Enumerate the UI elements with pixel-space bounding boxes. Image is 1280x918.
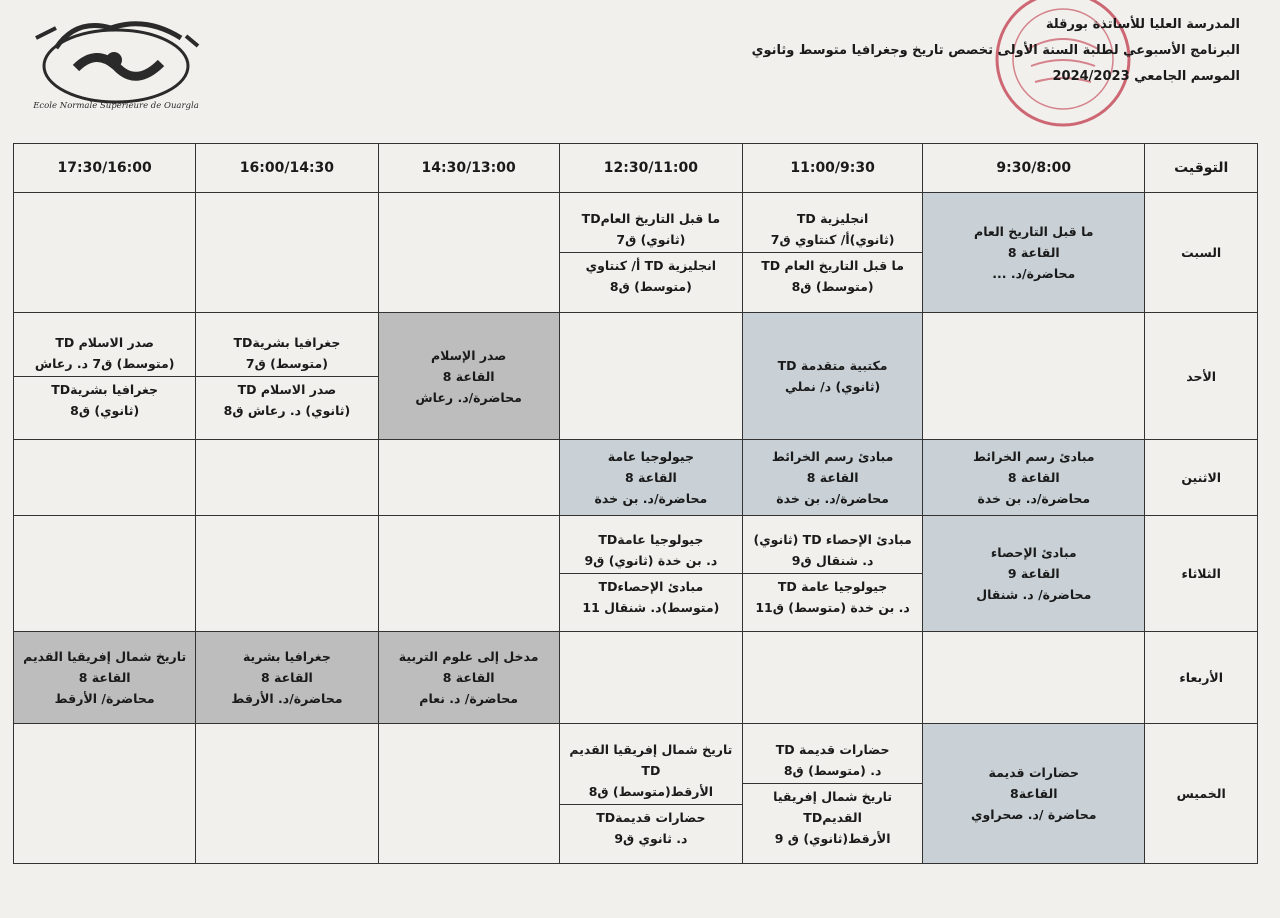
slot-header: 17:30/16:00 <box>14 144 196 193</box>
slot-header: 9:30/8:00 <box>923 144 1145 193</box>
class-cell: حضارات قديمة القاعة8 محاضرة /د. صحراوي <box>923 724 1145 864</box>
day-label: الثلاثاء <box>1145 516 1258 632</box>
class-cell: مبادئ رسم الخرائط القاعة 8 محاضرة/د. بن خدة <box>923 440 1145 516</box>
slot-header: 14:30/13:00 <box>378 144 559 193</box>
day-label: السبت <box>1145 193 1258 313</box>
day-row-monday <box>14 440 1258 516</box>
empty-cell <box>559 632 742 724</box>
class-cell-split: جغرافيا بشريةTD (متوسط) ق7 صدر الاسلام TD (ثانوي) د. رعاش ق8 <box>196 313 378 440</box>
document-header <box>752 12 1240 90</box>
day-label: الخميس <box>1145 724 1258 864</box>
empty-cell <box>378 516 559 632</box>
class-cell-split: جيولوجيا عامةTD د. بن خدة (ثانوي) ق9 مبادئ الإحصاءTD (متوسط)د. شنقال 11 <box>559 516 742 632</box>
day-label: الأربعاء <box>1145 632 1258 724</box>
class-cell-split: حضارات قديمة TD د. (متوسط) ق8 تاريخ شمال إفريقيا القديمTD الأرقط(ثانوي) ق 9 <box>743 724 923 864</box>
empty-cell <box>196 440 378 516</box>
empty-cell <box>378 440 559 516</box>
class-cell-split: تاريخ شمال إفريقيا القديم TD الأرقط(متوسط) ق8 حضارات قديمةTD د. ثانوي ق9 <box>559 724 742 864</box>
class-cell: مكتبية متقدمة TD (ثانوي) د/ نملي <box>743 313 923 440</box>
class-cell: جيولوجيا عامة القاعة 8 محاضرة/د. بن خدة <box>559 440 742 516</box>
school-logo <box>16 8 206 116</box>
day-row-wednesday <box>14 632 1258 724</box>
class-cell-split: مبادئ الإحصاء TD (ثانوي) د. شنقال ق9 جيولوجيا عامة TD د. بن خدة (متوسط) ق11 <box>743 516 923 632</box>
program-title: البرنامج الأسبوعي لطلبة السنة الأولى تخصص تاريخ وجغرافيا متوسط وثانوي <box>751 43 1240 58</box>
empty-cell <box>378 724 559 864</box>
class-cell: صدر الإسلام القاعة 8 محاضرة/د. رعاش <box>378 313 559 440</box>
empty-cell <box>14 724 196 864</box>
time-header: التوقيت <box>1145 144 1258 193</box>
empty-cell <box>923 313 1145 440</box>
class-cell: ما قبل التاريخ العام القاعة 8 محاضرة/د. ... <box>923 193 1145 313</box>
class-cell: جغرافيا بشرية القاعة 8 محاضرة/د. الأرقط <box>196 632 378 724</box>
class-cell: مبادئ الإحصاء القاعة 9 محاضرة/ د. شنقال <box>923 516 1145 632</box>
timetable-header-row <box>14 144 1258 193</box>
empty-cell <box>196 193 378 313</box>
school-name: المدرسة العليا للأساتذة بورقلة <box>1045 17 1240 32</box>
empty-cell <box>743 632 923 724</box>
academic-year: الموسم الجامعي 2024/2023 <box>1052 69 1240 84</box>
day-row-sunday <box>14 313 1258 440</box>
empty-cell <box>196 724 378 864</box>
logo-caption: Ecole Normale Supérieure de Ouargla <box>33 101 199 111</box>
empty-cell <box>14 516 196 632</box>
class-cell: مبادئ رسم الخرائط القاعة 8 محاضرة/د. بن خدة <box>743 440 923 516</box>
empty-cell <box>14 440 196 516</box>
day-row-thursday <box>14 724 1258 864</box>
empty-cell <box>14 193 196 313</box>
day-label: الأحد <box>1145 313 1258 440</box>
class-cell: مدخل إلى علوم التربية القاعة 8 محاضرة/ د. نعام <box>378 632 559 724</box>
class-cell-split: انجليزية TD (ثانوي)أ/ كنتاوي ق7 ما قبل التاريخ العام TD (متوسط) ق8 <box>743 193 923 313</box>
class-cell: تاريخ شمال إفريقيا القديم القاعة 8 محاضرة/ الأرقط <box>14 632 196 724</box>
empty-cell <box>196 516 378 632</box>
empty-cell <box>559 313 742 440</box>
weekly-timetable <box>13 143 1258 864</box>
empty-cell <box>923 632 1145 724</box>
class-cell-split: ما قبل التاريخ العامTD (ثانوي) ق7 انجليزية TD أ/ كنتاوي (متوسط) ق8 <box>559 193 742 313</box>
day-row-saturday <box>14 193 1258 313</box>
slot-header: 16:00/14:30 <box>196 144 378 193</box>
day-label: الاثنين <box>1145 440 1258 516</box>
empty-cell <box>378 193 559 313</box>
slot-header: 12:30/11:00 <box>559 144 742 193</box>
class-cell-split: صدر الاسلام TD (متوسط) ق7 د. رعاش جغرافيا بشريةTD (ثانوي) ق8 <box>14 313 196 440</box>
day-row-tuesday <box>14 516 1258 632</box>
slot-header: 11:00/9:30 <box>743 144 923 193</box>
